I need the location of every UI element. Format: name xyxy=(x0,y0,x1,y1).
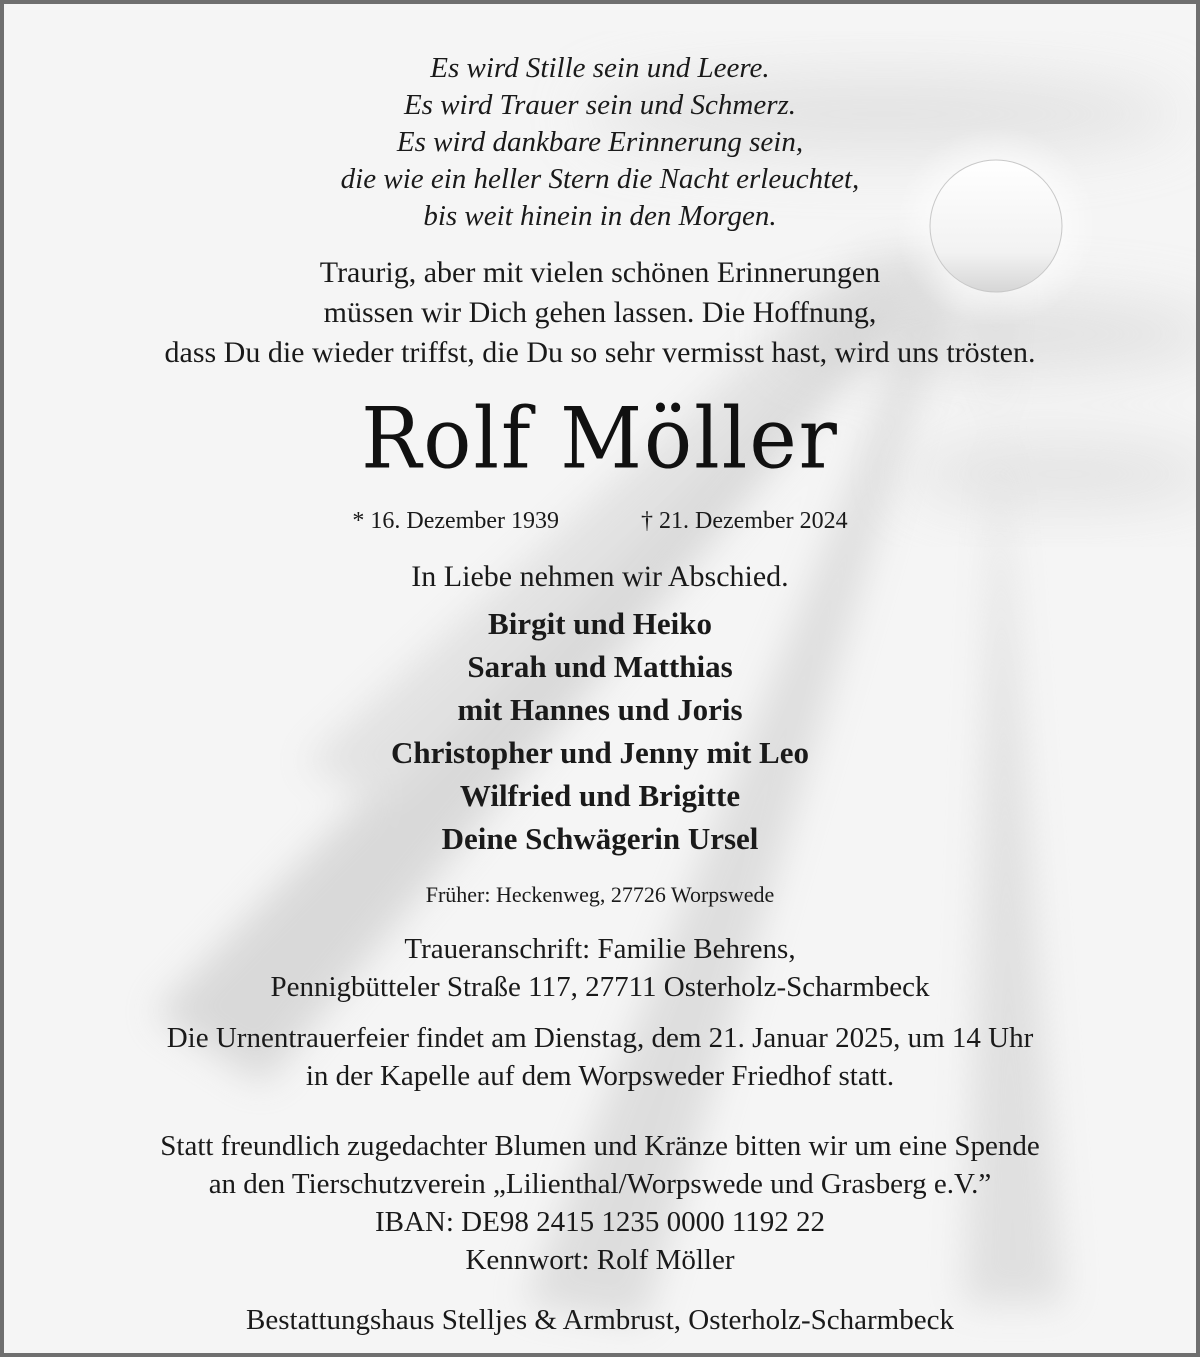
ceremony-line: Die Urnentrauerfeier findet am Dienstag, dem 21. Januar 2025, um 14 Uhr xyxy=(166,1022,1034,1054)
birth-date: * 16. Dezember 1939 xyxy=(352,508,559,534)
mourning-address-line: Pennigbütteler Straße 117, 27711 Osterholz-Scharmbeck xyxy=(270,971,930,1003)
death-date: † 21. Dezember 2024 xyxy=(641,508,848,534)
donation-keyword: Kennwort: Rolf Möller xyxy=(465,1244,735,1276)
poem-line: Es wird Trauer sein und Schmerz. xyxy=(403,89,797,121)
intro-line: müssen wir Dich gehen lassen. Die Hoffnung, xyxy=(323,296,877,329)
poem-line: die wie ein heller Stern die Nacht erleuchtet, xyxy=(340,163,860,195)
family-member: Wilfried und Brigitte xyxy=(459,778,741,813)
family-member: mit Hannes und Joris xyxy=(457,692,743,727)
deceased-name: Rolf Möller xyxy=(361,389,839,488)
funeral-home: Bestattungshaus Stelljes & Armbrust, Osterholz-Scharmbeck xyxy=(246,1304,954,1336)
poem-line: Es wird dankbare Erinnerung sein, xyxy=(396,126,804,158)
donation-iban: IBAN: DE98 2415 1235 0000 1192 22 xyxy=(374,1206,826,1238)
poem-line: Es wird Stille sein und Leere. xyxy=(430,52,770,84)
former-address: Früher: Heckenweg, 27726 Worpswede xyxy=(425,882,775,907)
mourning-address-line: Traueranschrift: Familie Behrens, xyxy=(404,933,796,965)
donation-line: an den Tierschutzverein „Lilienthal/Worpswede und Grasberg e.V.” xyxy=(208,1168,992,1200)
ceremony-line: in der Kapelle auf dem Worpsweder Friedhof statt. xyxy=(305,1060,895,1092)
family-member: Christopher und Jenny mit Leo xyxy=(391,735,809,770)
poem-line: bis weit hinein in den Morgen. xyxy=(423,200,777,232)
family-member: Birgit und Heiko xyxy=(488,606,712,641)
intro-line: Traurig, aber mit vielen schönen Erinnerungen xyxy=(319,256,881,289)
donation-line: Statt freundlich zugedachter Blumen und Kränze bitten wir um eine Spende xyxy=(160,1130,1040,1162)
family-member: Deine Schwägerin Ursel xyxy=(441,821,759,856)
farewell-line: In Liebe nehmen wir Abschied. xyxy=(411,560,789,593)
family-member: Sarah und Matthias xyxy=(467,649,733,684)
intro-line: dass Du die wieder triffst, die Du so sehr vermisst hast, wird uns trösten. xyxy=(164,336,1036,369)
life-dates xyxy=(4,508,1196,535)
obituary-text xyxy=(4,4,1196,1353)
